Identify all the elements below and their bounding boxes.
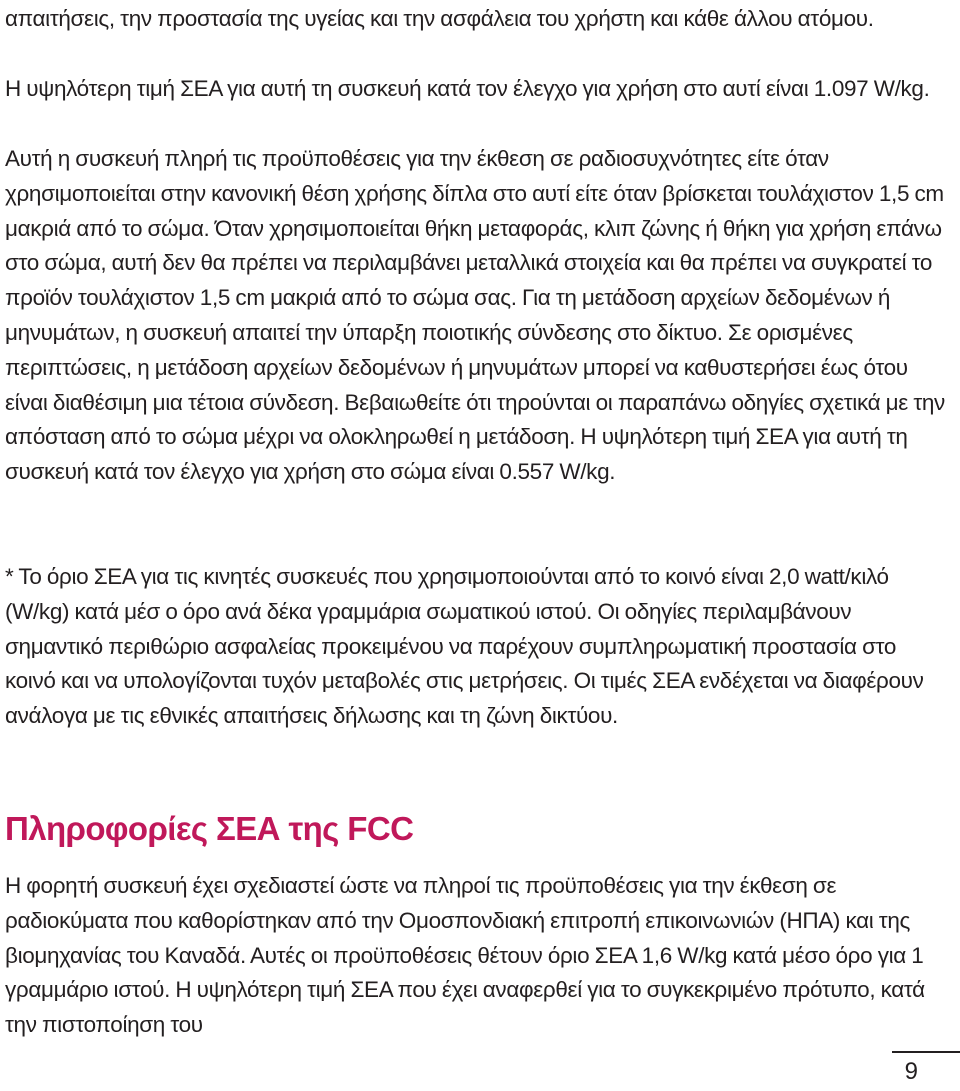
page-number: 9 — [904, 1058, 918, 1085]
paragraph-body-worn: Αυτή η συσκευή πληρή τις προϋποθέσεις για την έκθεση σε ραδιοσυχνότητες είτε όταν χρησιμοποιείται στην κανονική θέση χρήσης δίπλα στο αυτί είτε όταν βρίσκεται τουλάχιστον 1,5 cm μακριά από το σώμα. Όταν χρησιμοποιείται θήκη μεταφοράς, κλιπ ζώνης ή θήκη για χρήση επάνω στο σώμα, αυτή δεν θα πρέπει να περιλαμβάνει μεταλλικά στοιχεία και θα πρέπει να συγκρατεί το προϊόν τουλάχιστον 1,5 cm μακριά από το σώμα σας. Για τη μετάδοση αρχείων δεδομένων ή μηνυμάτων, η συσκευή απαιτεί την ύπαρξη ποιοτικής σύνδεσης στο δίκτυο. Σε ορισμένες περιπτώσεις, η μετάδοση αρχείων δεδομένων ή μηνυμάτων μπορεί να καθυστερήσει έως ότου είναι διαθέσιμη μια τέτοια σύνδεση. Βεβαιωθείτε ότι τηρούνται οι παραπάνω οδηγίες σχετικά με την απόσταση από το σώμα μέχρι να ολοκληρωθεί η μετάδοση. Η υψηλότερη τιμή ΣΕΑ για αυτή τη συσκευή κατά τον έλεγχο για χρήση στο σώμα είναι 0.557 W/kg. — [5, 146, 945, 485]
footer-divider — [892, 1051, 960, 1053]
paragraph-fcc-body: Η φορητή συσκευή έχει σχεδιαστεί ώστε να πληροί τις προϋποθέσεις για την έκθεση σε ραδιοκύματα που καθορίστηκαν από την Ομοσπονδιακή επιτροπή επικοινωνιών (ΗΠΑ) και της βιομηχανίας του Καναδά. Αυτές οι προϋποθέσεις θέτουν όριο ΣΕΑ 1,6 W/kg κατά μέσο όρο για 1 γραμμάριο ιστού. Η υψηλότερη τιμή ΣΕΑ που έχει αναφερθεί για το συγκεκριμένο πρότυπο, κατά την πιστοποίηση του — [5, 873, 925, 1038]
paragraph-head-sar: Η υψηλότερη τιμή ΣΕΑ για αυτή τη συσκευή κατά τον έλεγχο για χρήση στο αυτί είναι 1.097 W/kg. — [5, 76, 930, 101]
paragraph-footnote: * Το όριο ΣΕΑ για τις κινητές συσκευές που χρησιμοποιούνται από το κοινό είναι 2,0 watt/κιλό (W/kg) κατά μέσ ο όρο ανά δέκα γραμμάρια σωματικού ιστού. Οι οδηγίες περιλαμβάνουν σημαντικό περιθώριο ασφαλείας προκειμένου να παρέχουν συμπληρωματική προστασία στο κοινό και να υπολογίζονται τυχόν μεταβολές στις μετρήσεις. Οι τιμές ΣΕΑ ενδέχεται να διαφέρουν ανάλογα με τις εθνικές απαιτήσεις δήλωσης και τη ζώνη δικτύου. — [5, 564, 924, 729]
paragraph-continuation: απαιτήσεις, την προστασία της υγείας και την ασφάλεια του χρήστη και κάθε άλλου ατόμου. — [5, 6, 874, 31]
section-heading-fcc: Πληροφορίες ΣΕΑ της FCC — [5, 810, 414, 847]
